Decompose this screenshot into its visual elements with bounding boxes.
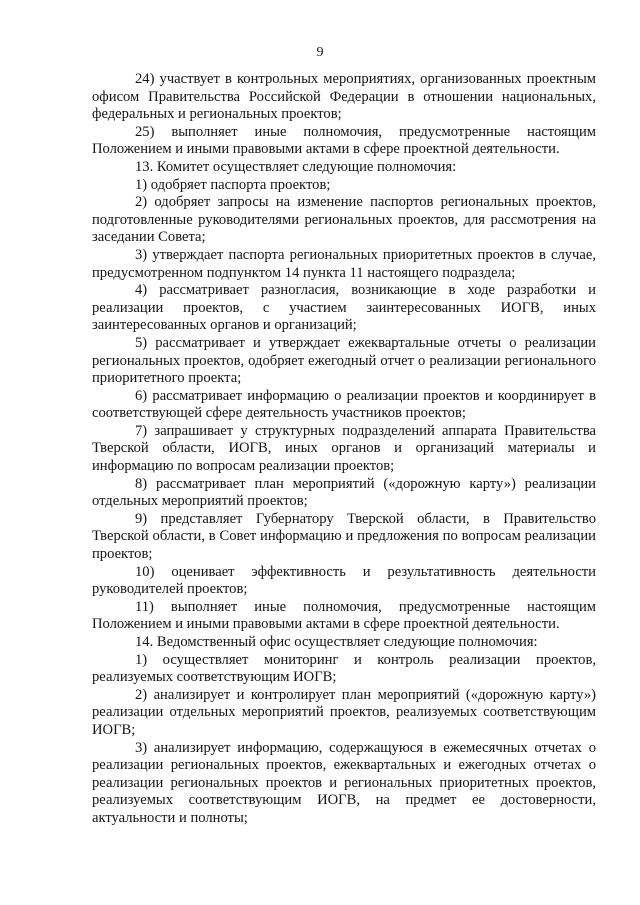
section-14-heading: 14. Ведомственный офис осуществляет следующие полномочия: bbox=[135, 634, 538, 650]
paragraph-13-4: 4) рассматривает разногласия, возникающие в ходе разработки и реализации проектов, с участием заинтересованных ИОГВ, иных заинтересованных органов и организаций; bbox=[92, 282, 596, 334]
paragraph-13-6: 6) рассматривает информацию о реализации проектов и координирует в соответствующей сфере деятельность участников проектов; bbox=[92, 387, 596, 422]
paragraph-13-2: 2) одобряет запросы на изменение паспортов региональных проектов, подготовленные руководителями региональных проектов, для рассмотрения на заседании Совета; bbox=[92, 194, 596, 246]
section-13-heading: 13. Комитет осуществляет следующие полномочия: bbox=[135, 158, 457, 175]
paragraph-14-1: 1) осуществляет мониторинг и контроль реализации проектов, реализуемых соответствующим ИОГВ; bbox=[92, 651, 596, 686]
paragraph-item-25: 25) выполняет иные полномочия, предусмотренные настоящим Положением и иными правовыми актами в сфере проектной деятельности. bbox=[92, 123, 596, 158]
document-body bbox=[92, 71, 596, 828]
paragraph-13-3: 3) утверждает паспорта региональных приоритетных проектов в случае, предусмотренном подпунктом 14 пункта 11 настоящего подраздела; bbox=[92, 246, 596, 281]
paragraph-13-11: 11) выполняет иные полномочия, предусмотренные настоящим Положением и иными правовыми актами в сфере проектной деятельности. bbox=[92, 598, 596, 633]
paragraph-13-1: 1) одобряет паспорта проектов; bbox=[135, 176, 331, 193]
page-number: 9 bbox=[316, 45, 324, 60]
paragraph-13-8: 8) рассматривает план мероприятий («дорожную карту») реализации отдельных мероприятий проектов; bbox=[92, 475, 596, 510]
paragraph-13-10: 10) оценивает эффективность и результативность деятельности руководителей проектов; bbox=[92, 563, 596, 598]
paragraph-13-9: 9) представляет Губернатору Тверской области, в Правительство Тверской области, в Совет информацию и предложения по вопросам реализации проектов; bbox=[92, 510, 596, 563]
paragraph-14-2: 2) анализирует и контролирует план мероприятий («дорожную карту») реализации отдельных мероприятий проектов, реализуемых соответствующим ИОГВ; bbox=[92, 686, 596, 738]
paragraph-13-7: 7) запрашивает у структурных подразделений аппарата Правительства Тверской области, ИОГВ, иных органов и организаций материалы и информацию по вопросам реализации проектов; bbox=[92, 422, 596, 475]
paragraph-13-5: 5) рассматривает и утверждает ежеквартальные отчеты о реализации региональных проектов, одобряет ежегодный отчет о реализации регионального приоритетного проекта; bbox=[92, 334, 596, 387]
paragraph-14-3: 3) анализирует информацию, содержащуюся в ежемесячных отчетах о реализации региональных проектов, ежеквартальных и ежегодных отчетах о реализации региональных проектов и региональных приоритетных проектов, реализуемых соответствующим ИОГВ, на предмет ее достоверности, актуальности и полноты; bbox=[92, 739, 596, 826]
paragraph-item-24: 24) участвует в контрольных мероприятиях, организованных проектным офисом Правительства Российской Федерации в отношении национальных, федеральных и региональных проектов; bbox=[92, 71, 596, 123]
